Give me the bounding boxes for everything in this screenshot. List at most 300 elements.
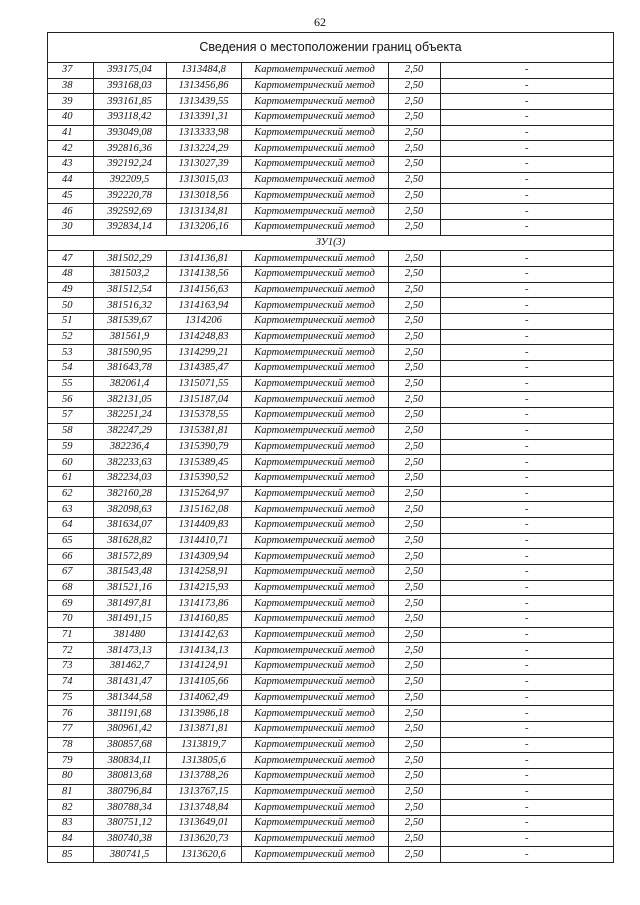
y-coordinate-cell: 1313819,7	[166, 737, 241, 753]
accuracy-cell: 2,50	[388, 408, 440, 424]
point-number-cell: 51	[48, 314, 93, 330]
table-row	[48, 470, 613, 486]
table-row	[48, 800, 613, 816]
x-coordinate-cell: 382233,63	[93, 455, 166, 471]
table-row	[48, 172, 613, 188]
method-cell: Картометрический метод	[241, 502, 388, 518]
table-row	[48, 125, 613, 141]
y-coordinate-cell: 1315162,08	[166, 502, 241, 518]
y-coordinate-cell: 1314215,93	[166, 580, 241, 596]
description-cell: -	[440, 690, 613, 706]
y-coordinate-cell: 1314062,49	[166, 690, 241, 706]
description-cell: -	[440, 737, 613, 753]
description-cell: -	[440, 345, 613, 361]
table-row	[48, 392, 613, 408]
description-cell: -	[440, 721, 613, 737]
method-cell: Картометрический метод	[241, 78, 388, 94]
description-cell: -	[440, 768, 613, 784]
accuracy-cell: 2,50	[388, 517, 440, 533]
description-cell: -	[440, 596, 613, 612]
page-number: 62	[314, 15, 326, 29]
accuracy-cell: 2,50	[388, 392, 440, 408]
y-coordinate-cell: 1314410,71	[166, 533, 241, 549]
method-cell: Картометрический метод	[241, 690, 388, 706]
description-cell: -	[440, 63, 613, 78]
x-coordinate-cell: 393161,85	[93, 94, 166, 110]
description-cell: -	[440, 455, 613, 471]
accuracy-cell: 2,50	[388, 188, 440, 204]
method-cell: Картометрический метод	[241, 768, 388, 784]
accuracy-cell: 2,50	[388, 361, 440, 377]
x-coordinate-cell: 381431,47	[93, 674, 166, 690]
y-coordinate-cell: 1314299,21	[166, 345, 241, 361]
table-title: Сведения о местоположении границ объекта	[48, 33, 613, 63]
method-cell: Картометрический метод	[241, 408, 388, 424]
accuracy-cell: 2,50	[388, 141, 440, 157]
x-coordinate-cell: 381628,82	[93, 533, 166, 549]
method-cell: Картометрический метод	[241, 345, 388, 361]
coordinates-table-body	[48, 63, 613, 862]
accuracy-cell: 2,50	[388, 659, 440, 675]
point-number-cell: 50	[48, 298, 93, 314]
method-cell: Картометрический метод	[241, 753, 388, 769]
table-row	[48, 141, 613, 157]
point-number-cell: 44	[48, 172, 93, 188]
table-row	[48, 706, 613, 722]
y-coordinate-cell: 1314138,56	[166, 266, 241, 282]
table-row	[48, 565, 613, 581]
method-cell: Картометрический метод	[241, 63, 388, 78]
table-row	[48, 768, 613, 784]
point-number-cell: 38	[48, 78, 93, 94]
point-number-cell: 58	[48, 423, 93, 439]
description-cell: -	[440, 612, 613, 628]
x-coordinate-cell: 380857,68	[93, 737, 166, 753]
table-row	[48, 612, 613, 628]
x-coordinate-cell: 382061,4	[93, 376, 166, 392]
accuracy-cell: 2,50	[388, 423, 440, 439]
description-cell: -	[440, 643, 613, 659]
y-coordinate-cell: 1313391,31	[166, 110, 241, 126]
description-cell: -	[440, 565, 613, 581]
point-number-cell: 30	[48, 219, 93, 235]
description-cell: -	[440, 94, 613, 110]
table-row	[48, 596, 613, 612]
description-cell: -	[440, 110, 613, 126]
x-coordinate-cell: 381502,29	[93, 251, 166, 267]
y-coordinate-cell: 1313018,56	[166, 188, 241, 204]
coordinates-table	[48, 63, 613, 862]
x-coordinate-cell: 381643,78	[93, 361, 166, 377]
accuracy-cell: 2,50	[388, 219, 440, 235]
y-coordinate-cell: 1315071,55	[166, 376, 241, 392]
table-row	[48, 78, 613, 94]
y-coordinate-cell: 1313620,73	[166, 831, 241, 847]
x-coordinate-cell: 381539,67	[93, 314, 166, 330]
point-number-cell: 63	[48, 502, 93, 518]
method-cell: Картометрический метод	[241, 329, 388, 345]
method-cell: Картометрический метод	[241, 565, 388, 581]
point-number-cell: 77	[48, 721, 93, 737]
y-coordinate-cell: 1314134,13	[166, 643, 241, 659]
x-coordinate-cell: 382251,24	[93, 408, 166, 424]
point-number-cell: 42	[48, 141, 93, 157]
method-cell: Картометрический метод	[241, 816, 388, 832]
point-number-cell: 83	[48, 816, 93, 832]
method-cell: Картометрический метод	[241, 423, 388, 439]
table-row	[48, 157, 613, 173]
table-row	[48, 408, 613, 424]
point-number-cell: 43	[48, 157, 93, 173]
table-row	[48, 643, 613, 659]
y-coordinate-cell: 1314409,83	[166, 517, 241, 533]
point-number-cell: 64	[48, 517, 93, 533]
method-cell: Картометрический метод	[241, 125, 388, 141]
y-coordinate-cell: 1313748,84	[166, 800, 241, 816]
accuracy-cell: 2,50	[388, 78, 440, 94]
method-cell: Картометрический метод	[241, 800, 388, 816]
y-coordinate-cell: 1313649,01	[166, 816, 241, 832]
method-cell: Картометрический метод	[241, 314, 388, 330]
method-cell: Картометрический метод	[241, 533, 388, 549]
accuracy-cell: 2,50	[388, 345, 440, 361]
y-coordinate-cell: 1313206,16	[166, 219, 241, 235]
y-coordinate-cell: 1313788,26	[166, 768, 241, 784]
x-coordinate-cell: 381344,58	[93, 690, 166, 706]
method-cell: Картометрический метод	[241, 376, 388, 392]
table-row	[48, 282, 613, 298]
method-cell: Картометрический метод	[241, 470, 388, 486]
table-row	[48, 314, 613, 330]
y-coordinate-cell: 1313333,98	[166, 125, 241, 141]
description-cell: -	[440, 188, 613, 204]
description-cell: -	[440, 125, 613, 141]
accuracy-cell: 2,50	[388, 439, 440, 455]
y-coordinate-cell: 1313484,8	[166, 63, 241, 78]
point-number-cell: 74	[48, 674, 93, 690]
table-row	[48, 251, 613, 267]
description-cell: -	[440, 659, 613, 675]
x-coordinate-cell: 381543,48	[93, 565, 166, 581]
x-coordinate-cell: 392834,14	[93, 219, 166, 235]
table-row	[48, 674, 613, 690]
point-number-cell: 85	[48, 847, 93, 862]
y-coordinate-cell: 1315378,55	[166, 408, 241, 424]
accuracy-cell: 2,50	[388, 816, 440, 832]
section-row	[48, 235, 613, 251]
accuracy-cell: 2,50	[388, 690, 440, 706]
accuracy-cell: 2,50	[388, 549, 440, 565]
table-row	[48, 659, 613, 675]
method-cell: Картометрический метод	[241, 517, 388, 533]
x-coordinate-cell: 380796,84	[93, 784, 166, 800]
accuracy-cell: 2,50	[388, 768, 440, 784]
x-coordinate-cell: 381462,7	[93, 659, 166, 675]
accuracy-cell: 2,50	[388, 470, 440, 486]
description-cell: -	[440, 816, 613, 832]
method-cell: Картометрический метод	[241, 580, 388, 596]
point-number-cell: 45	[48, 188, 93, 204]
point-number-cell: 79	[48, 753, 93, 769]
method-cell: Картометрический метод	[241, 439, 388, 455]
accuracy-cell: 2,50	[388, 753, 440, 769]
point-number-cell: 61	[48, 470, 93, 486]
table-row	[48, 690, 613, 706]
point-number-cell: 62	[48, 486, 93, 502]
y-coordinate-cell: 1314160,85	[166, 612, 241, 628]
table-row	[48, 847, 613, 862]
table-row	[48, 455, 613, 471]
method-cell: Картометрический метод	[241, 706, 388, 722]
y-coordinate-cell: 1315390,52	[166, 470, 241, 486]
x-coordinate-cell: 381491,15	[93, 612, 166, 628]
y-coordinate-cell: 1314163,94	[166, 298, 241, 314]
x-coordinate-cell: 393049,08	[93, 125, 166, 141]
table-row	[48, 549, 613, 565]
accuracy-cell: 2,50	[388, 266, 440, 282]
table-row	[48, 517, 613, 533]
description-cell: -	[440, 706, 613, 722]
x-coordinate-cell: 382236,4	[93, 439, 166, 455]
description-cell: -	[440, 172, 613, 188]
x-coordinate-cell: 381561,9	[93, 329, 166, 345]
accuracy-cell: 2,50	[388, 298, 440, 314]
table-row	[48, 423, 613, 439]
description-cell: -	[440, 251, 613, 267]
y-coordinate-cell: 1314173,86	[166, 596, 241, 612]
y-coordinate-cell: 1314105,66	[166, 674, 241, 690]
table-row	[48, 110, 613, 126]
method-cell: Картометрический метод	[241, 784, 388, 800]
accuracy-cell: 2,50	[388, 674, 440, 690]
method-cell: Картометрический метод	[241, 172, 388, 188]
accuracy-cell: 2,50	[388, 94, 440, 110]
accuracy-cell: 2,50	[388, 314, 440, 330]
description-cell: -	[440, 392, 613, 408]
description-cell: -	[440, 423, 613, 439]
method-cell: Картометрический метод	[241, 643, 388, 659]
description-cell: -	[440, 361, 613, 377]
x-coordinate-cell: 380788,34	[93, 800, 166, 816]
x-coordinate-cell: 380740,38	[93, 831, 166, 847]
accuracy-cell: 2,50	[388, 455, 440, 471]
table-row	[48, 831, 613, 847]
y-coordinate-cell: 1314385,47	[166, 361, 241, 377]
point-number-cell: 68	[48, 580, 93, 596]
description-cell: -	[440, 266, 613, 282]
description-cell: -	[440, 314, 613, 330]
description-cell: -	[440, 517, 613, 533]
y-coordinate-cell: 1314248,83	[166, 329, 241, 345]
y-coordinate-cell: 1314309,94	[166, 549, 241, 565]
accuracy-cell: 2,50	[388, 580, 440, 596]
x-coordinate-cell: 381634,07	[93, 517, 166, 533]
method-cell: Картометрический метод	[241, 831, 388, 847]
method-cell: Картометрический метод	[241, 737, 388, 753]
description-cell: -	[440, 753, 613, 769]
method-cell: Картометрический метод	[241, 455, 388, 471]
x-coordinate-cell: 393118,42	[93, 110, 166, 126]
accuracy-cell: 2,50	[388, 847, 440, 862]
method-cell: Картометрический метод	[241, 549, 388, 565]
accuracy-cell: 2,50	[388, 737, 440, 753]
y-coordinate-cell: 1313439,55	[166, 94, 241, 110]
point-number-cell: 37	[48, 63, 93, 78]
y-coordinate-cell: 1313986,18	[166, 706, 241, 722]
description-cell: -	[440, 204, 613, 220]
x-coordinate-cell: 381512,54	[93, 282, 166, 298]
table-row	[48, 345, 613, 361]
x-coordinate-cell: 382247,29	[93, 423, 166, 439]
method-cell: Картометрический метод	[241, 361, 388, 377]
point-number-cell: 48	[48, 266, 93, 282]
x-coordinate-cell: 380834,11	[93, 753, 166, 769]
accuracy-cell: 2,50	[388, 643, 440, 659]
description-cell: -	[440, 141, 613, 157]
accuracy-cell: 2,50	[388, 125, 440, 141]
y-coordinate-cell: 1313224,29	[166, 141, 241, 157]
table-row	[48, 816, 613, 832]
y-coordinate-cell: 1313134,81	[166, 204, 241, 220]
description-cell: -	[440, 533, 613, 549]
table-row	[48, 188, 613, 204]
x-coordinate-cell: 381473,13	[93, 643, 166, 659]
table-row	[48, 439, 613, 455]
x-coordinate-cell: 381590,95	[93, 345, 166, 361]
y-coordinate-cell: 1313620,6	[166, 847, 241, 862]
x-coordinate-cell: 381572,89	[93, 549, 166, 565]
table-row	[48, 361, 613, 377]
accuracy-cell: 2,50	[388, 157, 440, 173]
point-number-cell: 80	[48, 768, 93, 784]
table-row	[48, 753, 613, 769]
point-number-cell: 81	[48, 784, 93, 800]
y-coordinate-cell: 1314156,63	[166, 282, 241, 298]
y-coordinate-cell: 1314124,91	[166, 659, 241, 675]
point-number-cell: 67	[48, 565, 93, 581]
point-number-cell: 52	[48, 329, 93, 345]
table-row	[48, 63, 613, 78]
description-cell: -	[440, 78, 613, 94]
accuracy-cell: 2,50	[388, 251, 440, 267]
description-cell: -	[440, 219, 613, 235]
point-number-cell: 54	[48, 361, 93, 377]
description-cell: -	[440, 329, 613, 345]
description-cell: -	[440, 800, 613, 816]
point-number-cell: 47	[48, 251, 93, 267]
x-coordinate-cell: 382098,63	[93, 502, 166, 518]
x-coordinate-cell: 380751,12	[93, 816, 166, 832]
y-coordinate-cell: 1315389,45	[166, 455, 241, 471]
x-coordinate-cell: 380741,5	[93, 847, 166, 862]
point-number-cell: 66	[48, 549, 93, 565]
point-number-cell: 49	[48, 282, 93, 298]
table-row	[48, 627, 613, 643]
method-cell: Картометрический метод	[241, 157, 388, 173]
method-cell: Картометрический метод	[241, 94, 388, 110]
method-cell: Картометрический метод	[241, 486, 388, 502]
point-number-cell: 60	[48, 455, 93, 471]
point-number-cell: 57	[48, 408, 93, 424]
method-cell: Картометрический метод	[241, 282, 388, 298]
method-cell: Картометрический метод	[241, 596, 388, 612]
accuracy-cell: 2,50	[388, 204, 440, 220]
y-coordinate-cell: 1314258,91	[166, 565, 241, 581]
method-cell: Картометрический метод	[241, 392, 388, 408]
x-coordinate-cell: 392816,36	[93, 141, 166, 157]
table-row	[48, 376, 613, 392]
x-coordinate-cell: 382131,05	[93, 392, 166, 408]
description-cell: -	[440, 157, 613, 173]
y-coordinate-cell: 1315264,97	[166, 486, 241, 502]
table-row	[48, 533, 613, 549]
point-number-cell: 78	[48, 737, 93, 753]
x-coordinate-cell: 381191,68	[93, 706, 166, 722]
table-row	[48, 329, 613, 345]
description-cell: -	[440, 376, 613, 392]
table-row	[48, 298, 613, 314]
x-coordinate-cell: 381503,2	[93, 266, 166, 282]
method-cell: Картометрический метод	[241, 847, 388, 862]
table-row	[48, 784, 613, 800]
description-cell: -	[440, 674, 613, 690]
point-number-cell: 84	[48, 831, 93, 847]
y-coordinate-cell: 1314136,81	[166, 251, 241, 267]
point-number-cell: 75	[48, 690, 93, 706]
description-cell: -	[440, 831, 613, 847]
x-coordinate-cell: 392209,5	[93, 172, 166, 188]
accuracy-cell: 2,50	[388, 721, 440, 737]
table-row	[48, 204, 613, 220]
point-number-cell: 59	[48, 439, 93, 455]
method-cell: Картометрический метод	[241, 266, 388, 282]
description-cell: -	[440, 502, 613, 518]
x-coordinate-cell: 380961,42	[93, 721, 166, 737]
description-cell: -	[440, 282, 613, 298]
point-number-cell: 41	[48, 125, 93, 141]
description-cell: -	[440, 627, 613, 643]
x-coordinate-cell: 392592,69	[93, 204, 166, 220]
table-row	[48, 721, 613, 737]
y-coordinate-cell: 1313456,86	[166, 78, 241, 94]
accuracy-cell: 2,50	[388, 706, 440, 722]
accuracy-cell: 2,50	[388, 282, 440, 298]
accuracy-cell: 2,50	[388, 627, 440, 643]
method-cell: Картометрический метод	[241, 298, 388, 314]
method-cell: Картометрический метод	[241, 204, 388, 220]
table-row	[48, 502, 613, 518]
description-cell: -	[440, 486, 613, 502]
y-coordinate-cell: 1314142,63	[166, 627, 241, 643]
accuracy-cell: 2,50	[388, 831, 440, 847]
x-coordinate-cell: 380813,68	[93, 768, 166, 784]
table-row	[48, 94, 613, 110]
point-number-cell: 82	[48, 800, 93, 816]
accuracy-cell: 2,50	[388, 596, 440, 612]
description-cell: -	[440, 847, 613, 862]
x-coordinate-cell: 382234,03	[93, 470, 166, 486]
accuracy-cell: 2,50	[388, 376, 440, 392]
y-coordinate-cell: 1315187,04	[166, 392, 241, 408]
y-coordinate-cell: 1313027,39	[166, 157, 241, 173]
point-number-cell: 72	[48, 643, 93, 659]
x-coordinate-cell: 381521,16	[93, 580, 166, 596]
y-coordinate-cell: 1313015,03	[166, 172, 241, 188]
x-coordinate-cell: 381480	[93, 627, 166, 643]
point-number-cell: 69	[48, 596, 93, 612]
description-cell: -	[440, 549, 613, 565]
description-cell: -	[440, 298, 613, 314]
